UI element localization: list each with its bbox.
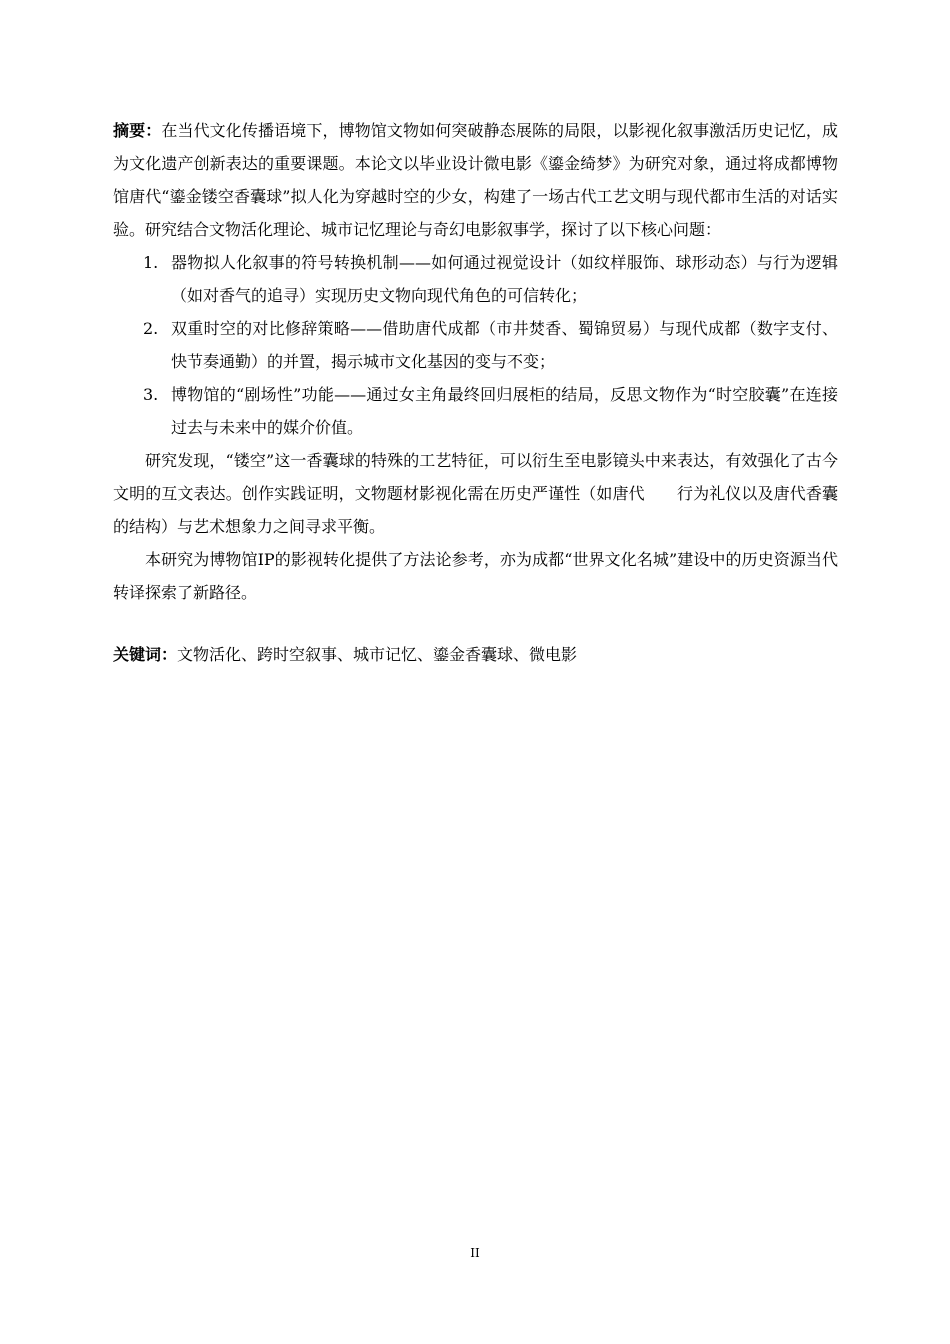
conclusion-paragraph: 本研究为博物馆IP的影视转化提供了方法论参考，亦为成都“世界文化名城”建设中的历史资源当代转译探索了新路径。 — [113, 550, 838, 602]
keywords-line — [113, 638, 838, 671]
list-item-text: 双重时空的对比修辞策略——借助唐代成都（市井焚香、蜀锦贸易）与现代成都（数字支付、快节奏通勤）的并置，揭示城市文化基因的变与不变； — [171, 319, 838, 371]
list-item-number: 2. — [143, 319, 159, 338]
list-item — [113, 378, 838, 444]
page-number: II — [470, 1246, 480, 1260]
findings-paragraph: 研究发现，“镂空”这一香囊球的特殊的工艺特征，可以衍生至电影镜头中来表达，有效强化了古今文明的互文表达。创作实践证明，文物题材影视化需在历史严谨性（如唐代 行为礼仪以及唐代香囊的结构）与艺术想象力之间寻求平衡。 — [113, 451, 838, 536]
list-item-text: 博物馆的“剧场性”功能——通过女主角最终回归展柜的结局，反思文物作为“时空胶囊”在连接过去与未来中的媒介价值。 — [171, 385, 838, 437]
abstract-intro-paragraph — [113, 114, 838, 246]
list-item — [113, 312, 838, 378]
list-item-number: 1. — [143, 253, 159, 272]
core-questions-list — [113, 246, 838, 444]
list-item-text: 器物拟人化叙事的符号转换机制——如何通过视觉设计（如纹样服饰、球形动态）与行为逻辑（如对香气的追寻）实现历史文物向现代角色的可信转化； — [171, 253, 838, 305]
abstract-label: 摘要： — [113, 121, 162, 140]
list-item-number: 3. — [143, 385, 159, 404]
abstract-section — [113, 114, 838, 671]
list-item — [113, 246, 838, 312]
keywords-label: 关键词： — [113, 645, 178, 664]
keywords-text: 文物活化、跨时空叙事、城市记忆、鎏金香囊球、微电影 — [177, 645, 578, 664]
abstract-intro-text: 在当代文化传播语境下，博物馆文物如何突破静态展陈的局限，以影视化叙事激活历史记忆，成为文化遗产创新表达的重要课题。本论文以毕业设计微电影《鎏金绮梦》为研究对象，通过将成都博物馆唐代“鎏金镂空香囊球”拟人化为穿越时空的少女，构建了一场古代工艺文明与现代都市生活的对话实验。研究结合文物活化理论、城市记忆理论与奇幻电影叙事学，探讨了以下核心问题： — [113, 121, 838, 239]
